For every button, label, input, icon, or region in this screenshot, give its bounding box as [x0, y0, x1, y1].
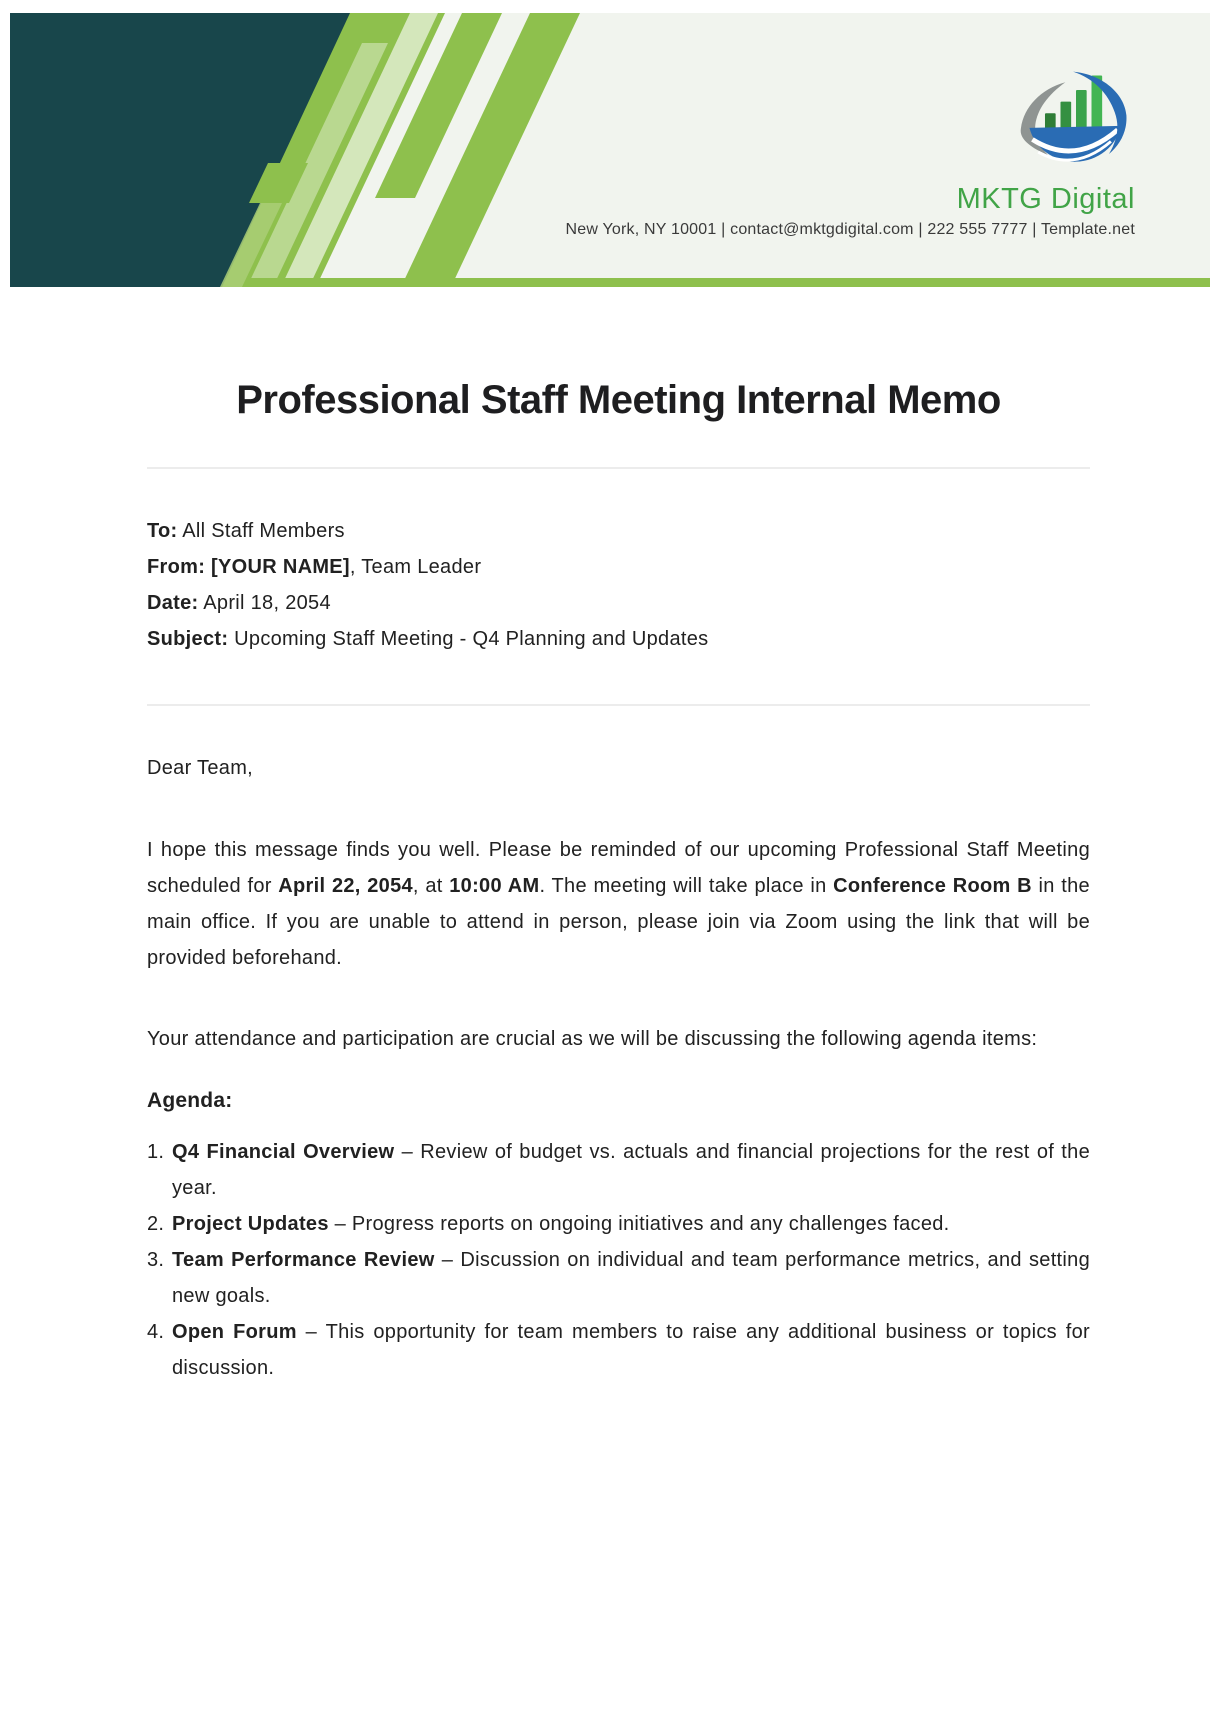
agenda-item-4-number: 4. [147, 1321, 165, 1343]
brand-block [566, 69, 1135, 239]
contact-line: New York, NY 10001 | contact@mktgdigital.com | 222 555 7777 | Template.net [565, 221, 1135, 238]
meta-block [147, 513, 1090, 657]
agenda-heading: Agenda: [147, 1089, 233, 1112]
agenda-item-2 [147, 1206, 1090, 1242]
agenda-item-4-text: This opportunity for team members to raise any additional business or topics for discussion. [172, 1321, 1090, 1379]
company-name: MKTG Digital [956, 183, 1135, 215]
agenda-item-2-title: Project Updates [172, 1213, 329, 1235]
meta-subject-label: Subject: [147, 628, 229, 650]
agenda-item-2-separator: – [328, 1213, 352, 1235]
paragraph-attendance: Your attendance and participation are crucial as we will be discussing the following agenda items: [147, 1028, 1038, 1050]
p1-meeting-date: April 22, 2054 [278, 875, 413, 897]
meta-to-label: To: [147, 520, 178, 542]
paragraph-meeting-details [147, 832, 1090, 976]
meta-from-label: From: [147, 556, 212, 578]
p1-text-2: , at [412, 875, 450, 897]
meta-date [147, 585, 1090, 621]
agenda-item-1-text: Review of budget vs. actuals and financial projections for the rest of the year. [172, 1141, 1091, 1199]
meta-to-value: All Staff Members [177, 520, 345, 542]
meta-date-label: Date: [147, 592, 199, 614]
meta-from-name: [YOUR NAME] [211, 556, 350, 578]
meta-subject-value: Upcoming Staff Meeting - Q4 Planning and Updates [228, 628, 709, 650]
letterhead [10, 13, 1210, 287]
meta-to [147, 513, 1090, 549]
meta-from-suffix: , Team Leader [349, 556, 482, 578]
agenda-item-1-number: 1. [147, 1141, 165, 1163]
agenda-item-4-separator: – [296, 1321, 326, 1343]
agenda-item-4 [147, 1314, 1090, 1386]
agenda-item-2-number: 2. [147, 1213, 165, 1235]
memo-title: Professional Staff Meeting Internal Memo [236, 378, 1001, 422]
memo-content [0, 287, 1220, 1386]
company-logo [1013, 69, 1139, 177]
p1-meeting-room: Conference Room B [833, 875, 1032, 897]
agenda-item-2-text: Progress reports on ongoing initiatives and any challenges faced. [351, 1213, 950, 1235]
salutation: Dear Team, [147, 757, 254, 779]
agenda-item-3-text: Discussion on individual and team performance metrics, and setting new goals. [172, 1249, 1090, 1307]
agenda-item-1 [147, 1134, 1090, 1206]
meta-date-value: April 18, 2054 [198, 592, 331, 614]
agenda-item-3-number: 3. [147, 1249, 165, 1271]
agenda-item-3 [147, 1242, 1090, 1314]
agenda-item-3-separator: – [434, 1249, 461, 1271]
agenda-list [147, 1134, 1090, 1386]
agenda-item-3-title: Team Performance Review [172, 1249, 435, 1271]
p1-text-1: I hope this message finds you well. Please be reminded of our upcoming Professional Staff Meeting scheduled for [147, 839, 1090, 897]
agenda-item-1-separator: – [394, 1141, 421, 1163]
agenda-item-4-title: Open Forum [172, 1321, 297, 1343]
meta-from [147, 549, 1090, 585]
p1-meeting-time: 10:00 AM [449, 875, 540, 897]
divider-bottom [147, 704, 1090, 706]
meta-subject [147, 621, 1090, 657]
agenda-item-1-title: Q4 Financial Overview [172, 1141, 395, 1163]
p1-text-4: in the main office. If you are unable to attend in person, please join via Zoom using the link that will be provided beforehand. [147, 875, 1090, 969]
p1-text-3: . The meeting will take place in [539, 875, 834, 897]
divider-top [147, 467, 1090, 469]
